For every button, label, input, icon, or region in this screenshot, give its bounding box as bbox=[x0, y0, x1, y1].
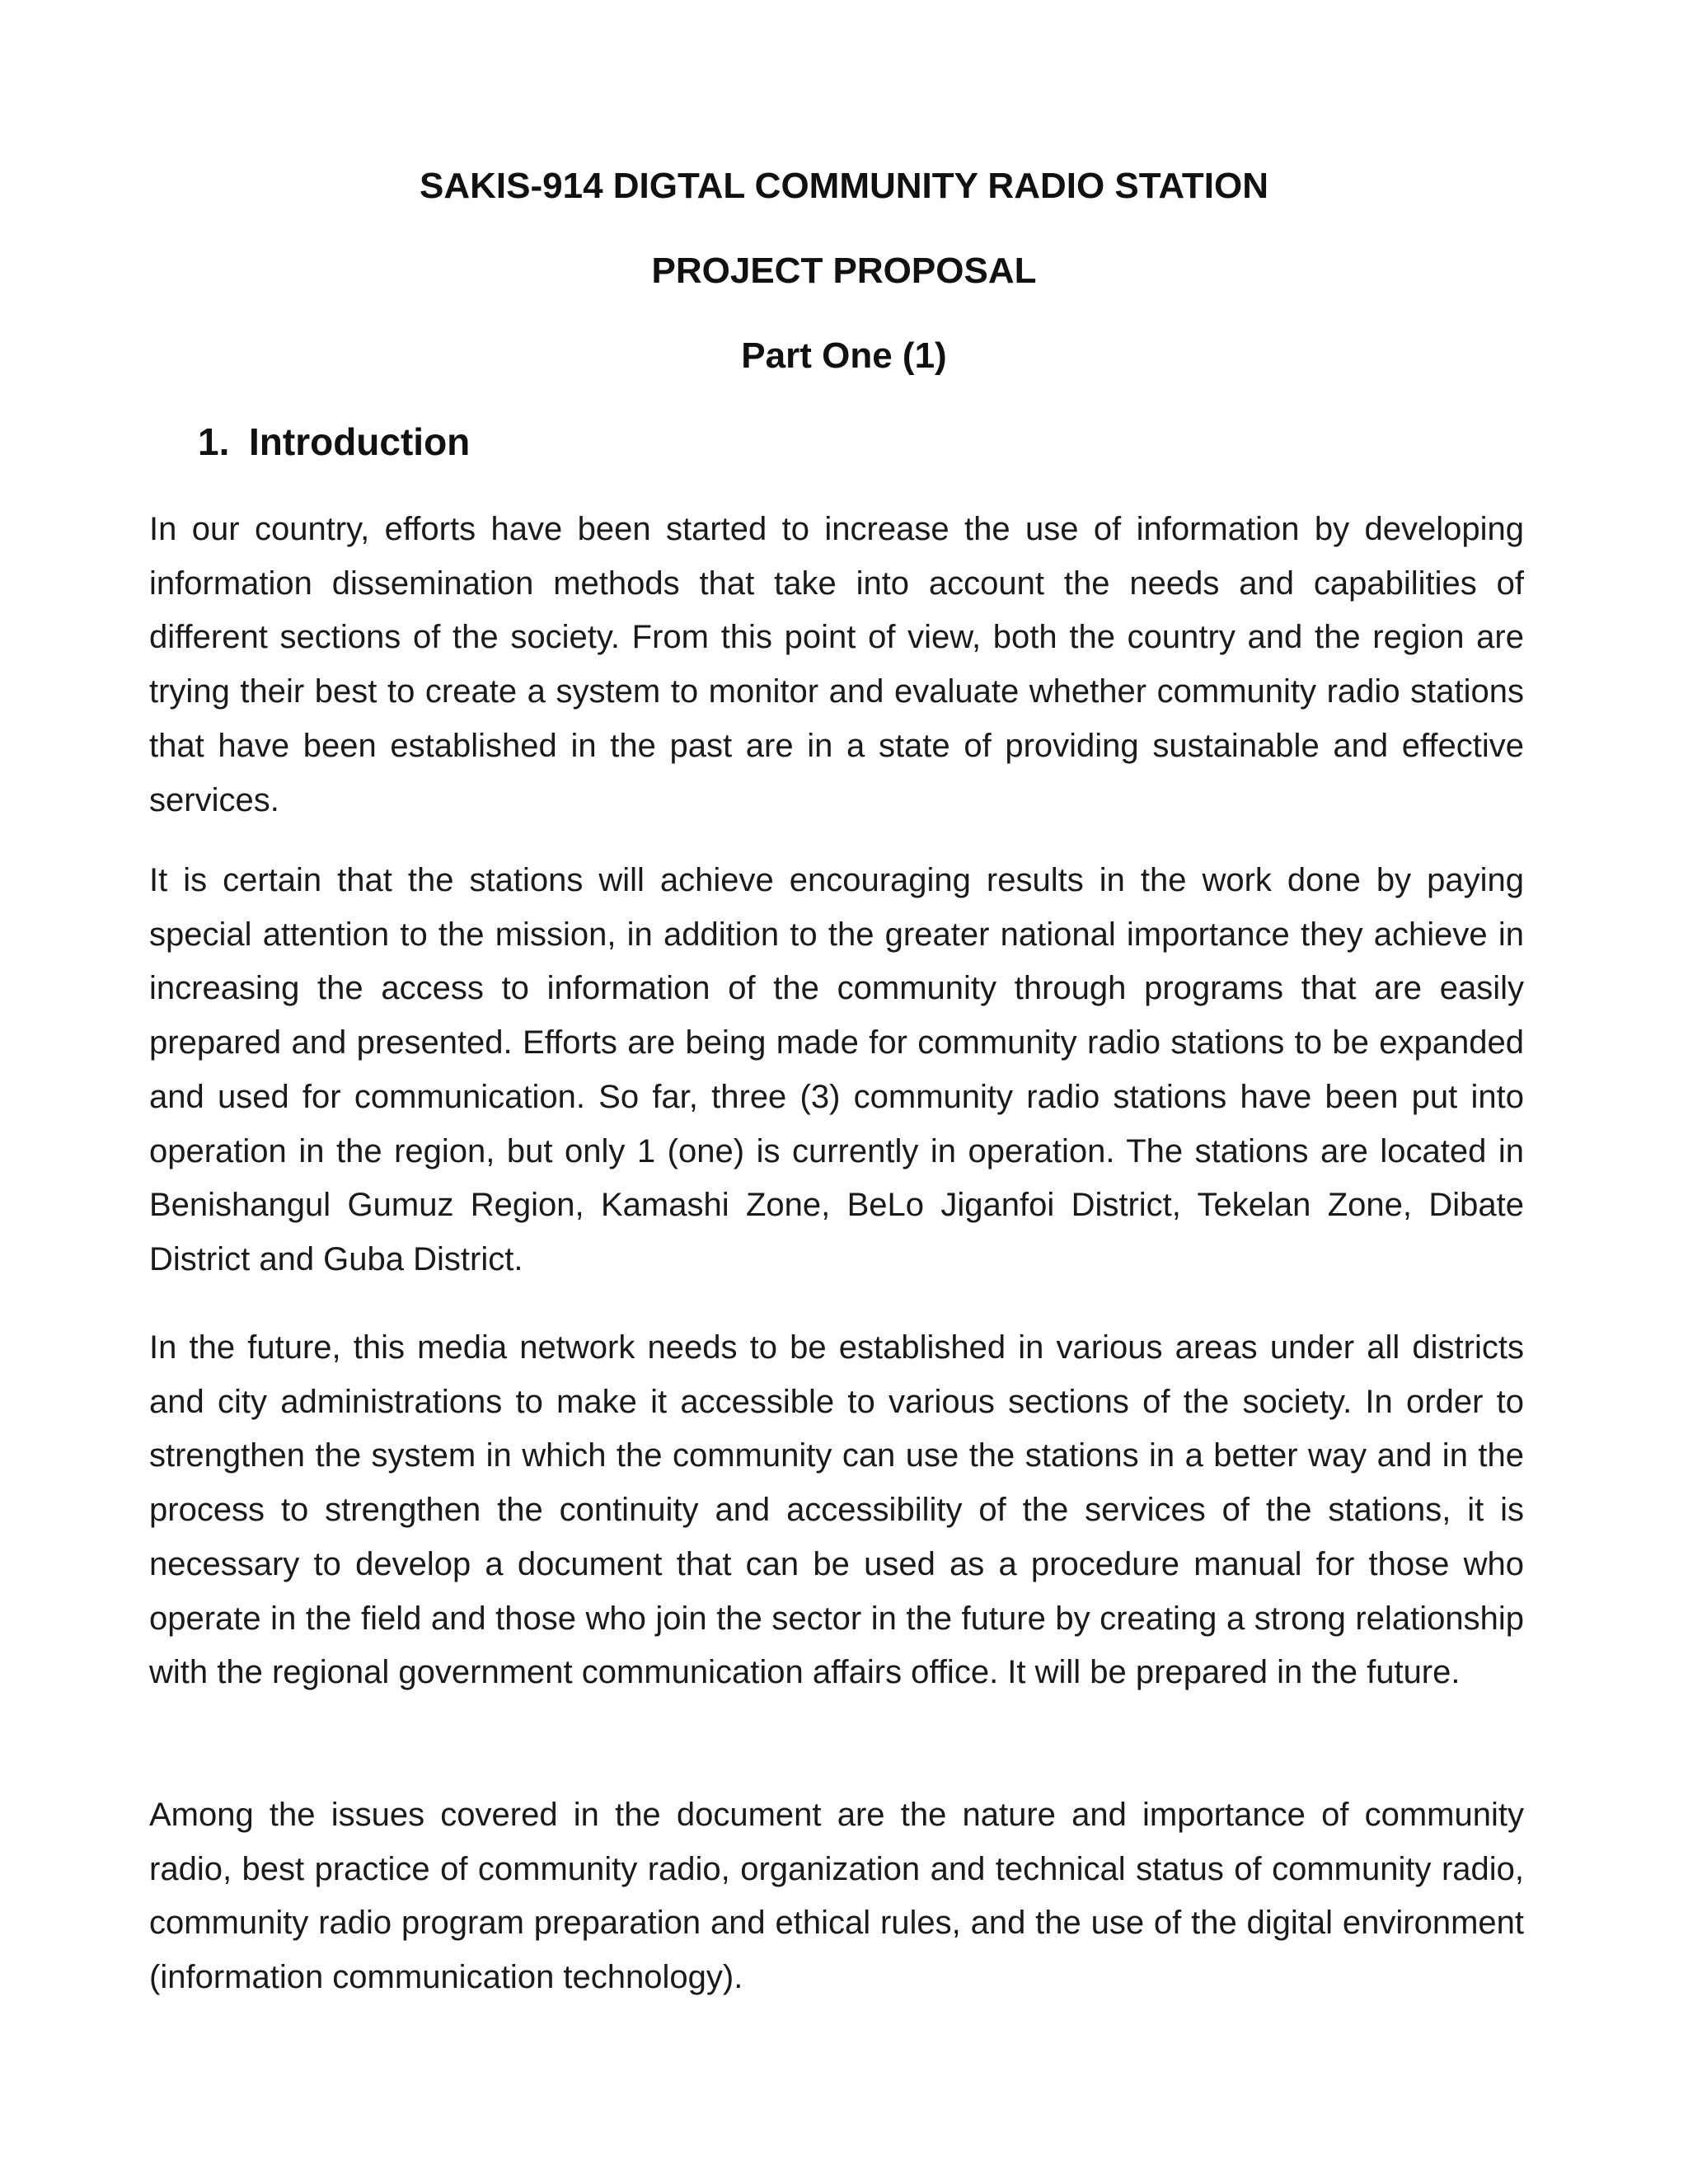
document-title: SAKIS-914 DIGTAL COMMUNITY RADIO STATION bbox=[420, 166, 1268, 206]
paragraph-4: Among the issues covered in the document are the nature and importance of community radio, best practice of community radio, organization and technical status of community radio, community radio program preparation and ethical rules, and the use of the digital environment (information communication technology). bbox=[149, 1797, 1524, 1996]
paragraph-2: It is certain that the stations will achieve encouraging results in the work done by paying special attention to the mission, in addition to the greater national importance they achieve in increasing the access to information of the community through programs that are easily prepared and presented. Efforts are being made for community radio stations to be expanded and used for communication. So far, three (3) community radio stations have been put into operation in the region, but only 1 (one) is currently in operation. The stations are located in Benishangul Gumuz Region, Kamashi Zone, BeLo Jiganfoi District, Tekelan Zone, Dibate District and Guba District. bbox=[149, 862, 1524, 1277]
section-number: 1. bbox=[198, 420, 230, 463]
paragraph-3: In the future, this media network needs to be established in various areas under all districts and city administrations to make it accessible to various sections of the society. In order to strengthen the system in which the community can use the stations in a better way and in the process to strengthen the continuity and accessibility of the services of the stations, it is necessary to develop a document that can be used as a procedure manual for those who operate in the field and those who join the sector in the future by creating a strong relationship with the regional government communication affairs office. It will be prepared in the future. bbox=[149, 1329, 1524, 1691]
paragraph-1: In our country, efforts have been started to increase the use of information by developing information dissemination methods that take into account the needs and capabilities of different sections of the society. From this point of view, both the country and the region are trying their best to create a system to monitor and evaluate whether community radio stations that have been established in the past are in a state of providing sustainable and effective services. bbox=[149, 511, 1524, 818]
section-heading-introduction bbox=[198, 417, 470, 466]
part-heading: Part One (1) bbox=[741, 335, 947, 376]
section-title: Introduction bbox=[249, 420, 471, 463]
document-subtitle: PROJECT PROPOSAL bbox=[651, 251, 1037, 291]
